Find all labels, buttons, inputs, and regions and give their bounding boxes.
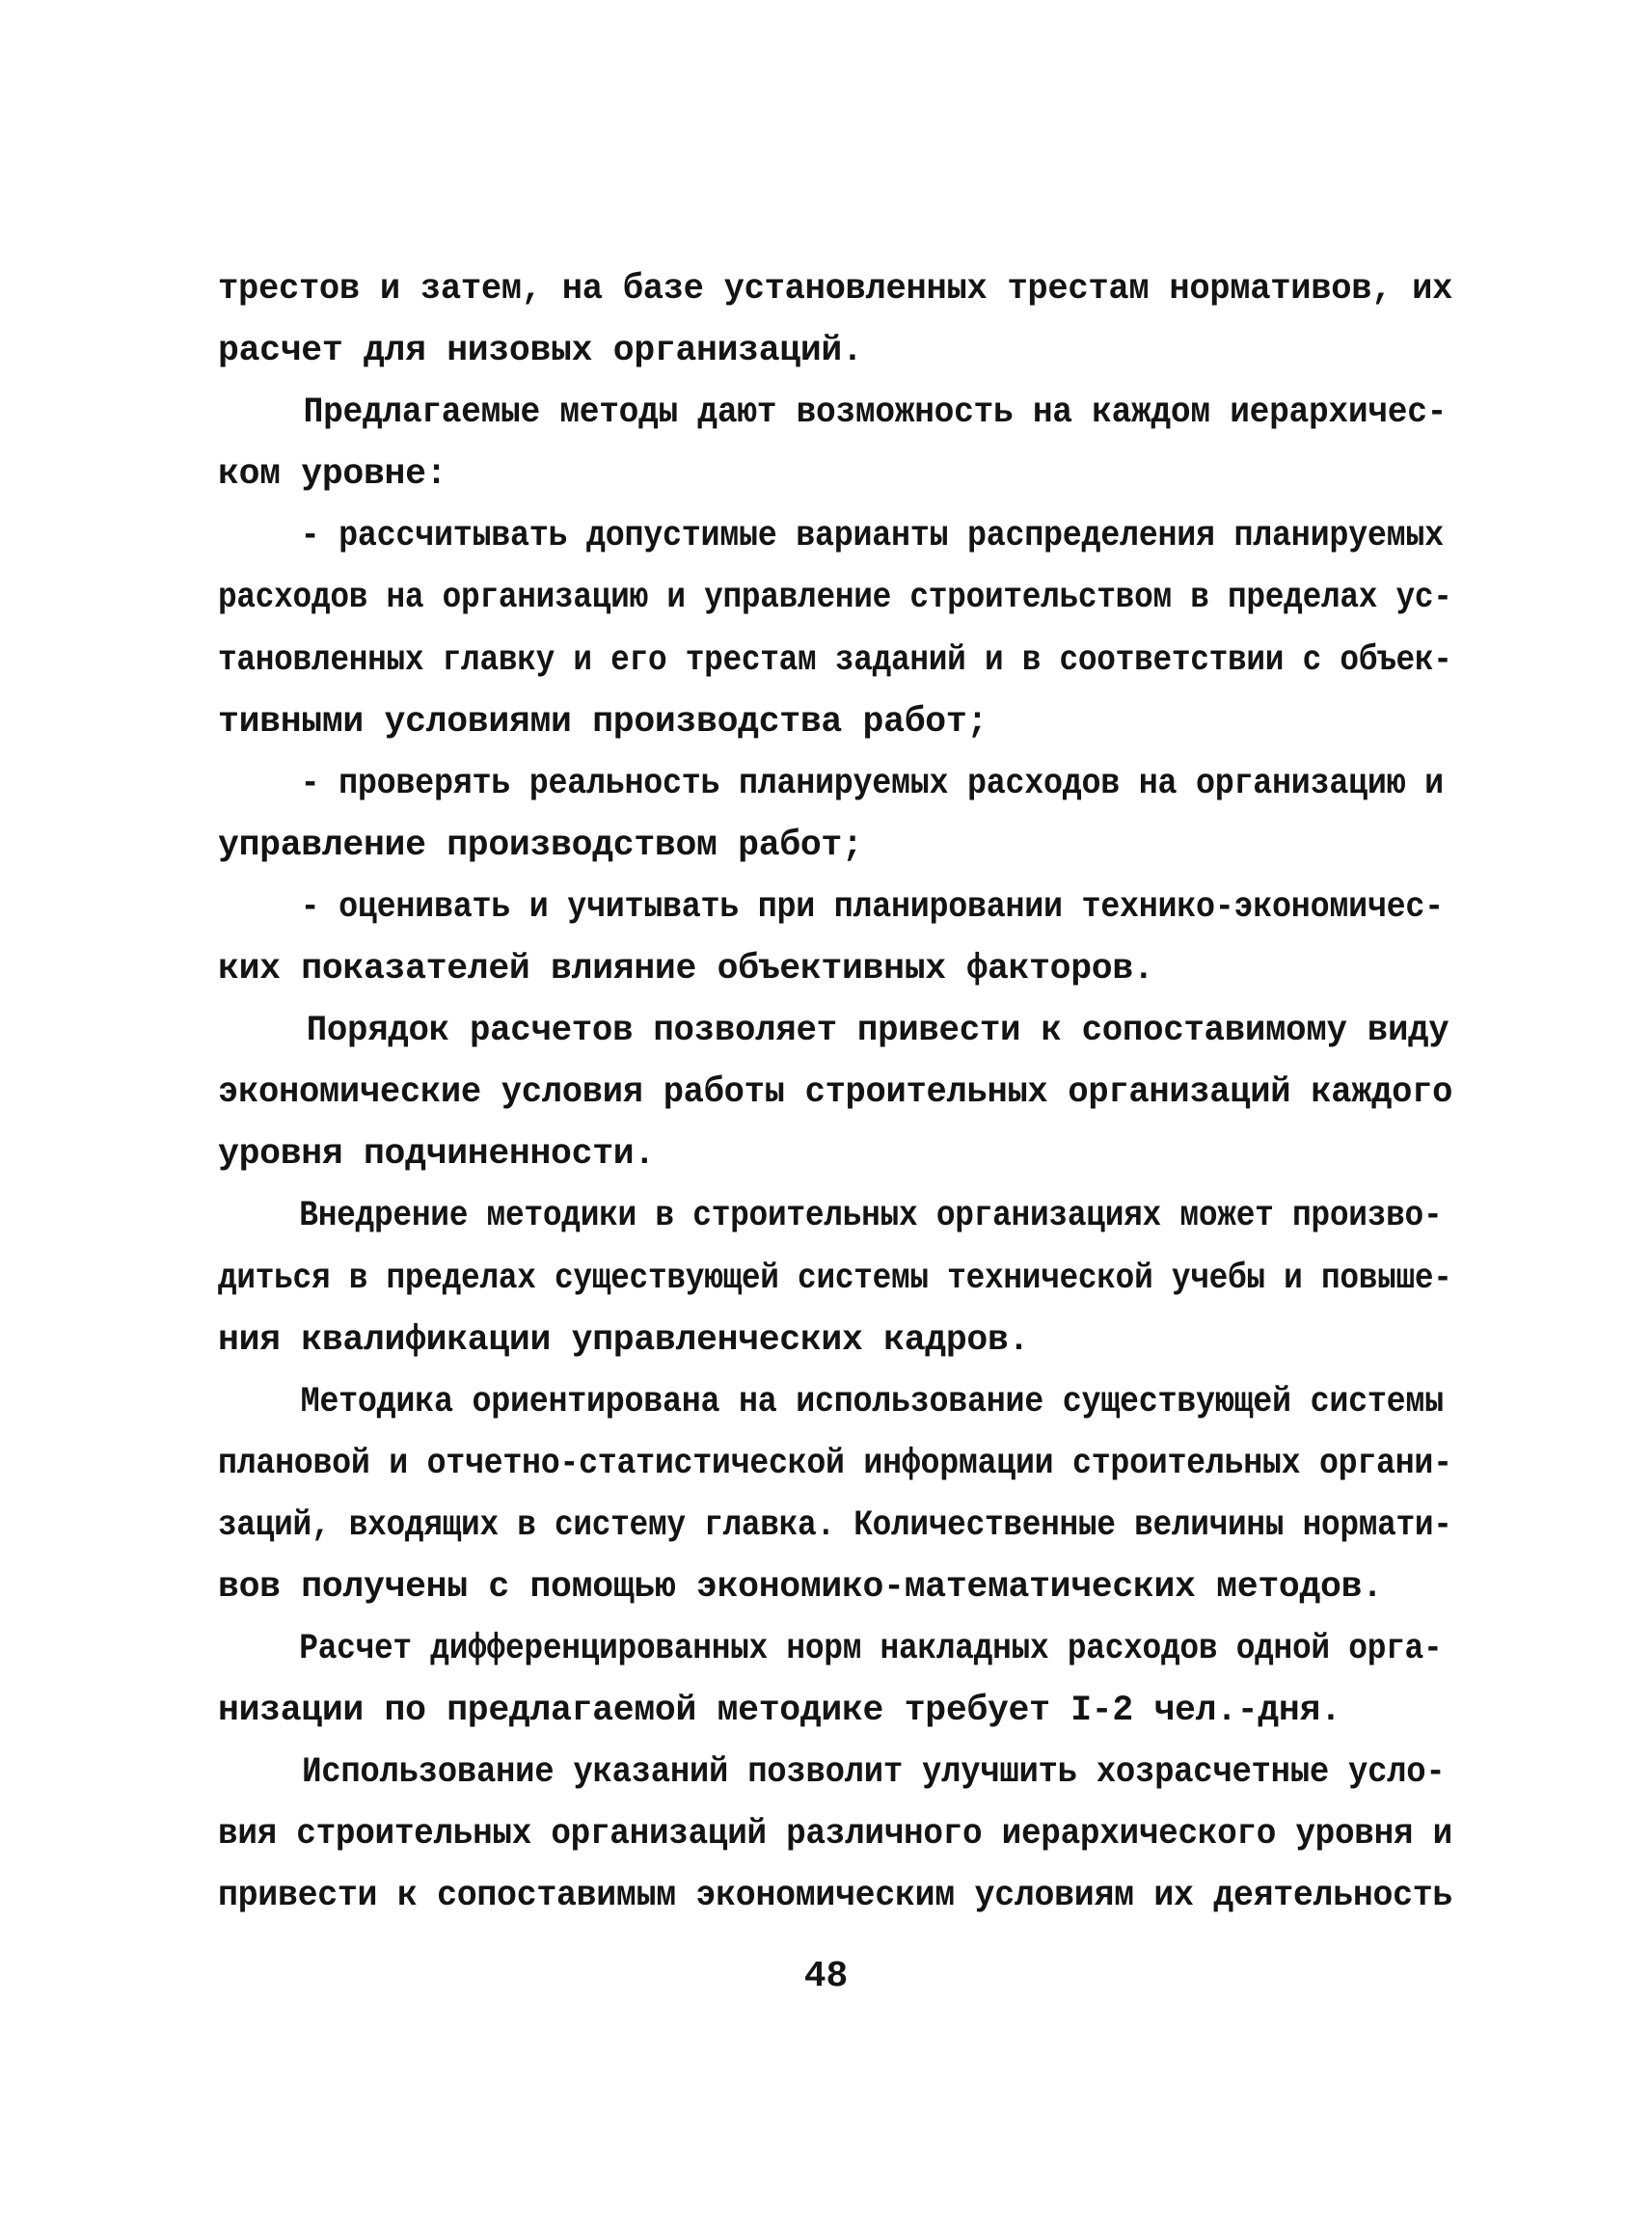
text-line: ких показателей влияние объективных факторов.: [218, 949, 1154, 990]
text-line: Использование указаний позволит улучшить хозрасчетные усло-: [302, 1752, 1446, 1794]
text-line: тановленных главку и его трестам заданий и в соответствии с объек-: [218, 639, 1452, 681]
text-line: Методика ориентирована на использование существующей системы: [300, 1381, 1444, 1422]
text-line: ния квалификации управленческих кадров.: [218, 1319, 1030, 1361]
text-line: - оценивать и учитывать при планировании технико-экономичес-: [300, 886, 1444, 928]
text-line: вия строительных организаций различного иерархического уровня и: [218, 1814, 1452, 1855]
text-line: плановой и отчетно-статистической информации строительных органи-: [218, 1443, 1452, 1484]
text-line: Внедрение методики в строительных организациях может произво-: [299, 1196, 1443, 1237]
text-line: уровня подчиненности.: [218, 1134, 655, 1176]
text-line: ком уровне:: [218, 454, 447, 496]
text-line: диться в пределах существующей системы технической учебы и повыше-: [218, 1258, 1452, 1299]
text-line: расчет для низовых организаций.: [218, 331, 863, 372]
text-line: управление производством работ;: [218, 825, 863, 866]
text-line: привести к сопоставимым экономическим условиям их деятельность: [218, 1876, 1453, 1917]
text-line: трестов и затем, на базе установленных трестам нормативов, их: [218, 269, 1453, 310]
text-line: Порядок расчетов позволяет привести к сопоставимому виду: [306, 1011, 1449, 1052]
page-number: 48: [803, 1956, 849, 1997]
text-line: расходов на организацию и управление строительством в пределах ус-: [218, 578, 1452, 619]
text-line: вов получены с помощью экономико-математических методов.: [218, 1566, 1383, 1608]
text-line: заций, входящих в систему главка. Количественные величины нормати-: [218, 1504, 1452, 1546]
text-line: - проверять реальность планируемых расходов на организацию и: [300, 763, 1444, 804]
text-line: - рассчитывать допустимые варианты распределения планируемых: [300, 516, 1444, 557]
body-text: [218, 258, 1472, 1928]
text-line: Расчет дифференцированных норм накладных расходов одной орга-: [299, 1629, 1443, 1670]
text-line: тивными условиями производства работ;: [218, 701, 988, 743]
text-line: низации по предлагаемой методике требует I-2 чел.-дня.: [218, 1691, 1341, 1732]
text-line: Предлагаемые методы дают возможность на каждом иерархичес-: [303, 393, 1448, 434]
text-line: экономические условия работы строительных организаций каждого: [218, 1072, 1453, 1114]
